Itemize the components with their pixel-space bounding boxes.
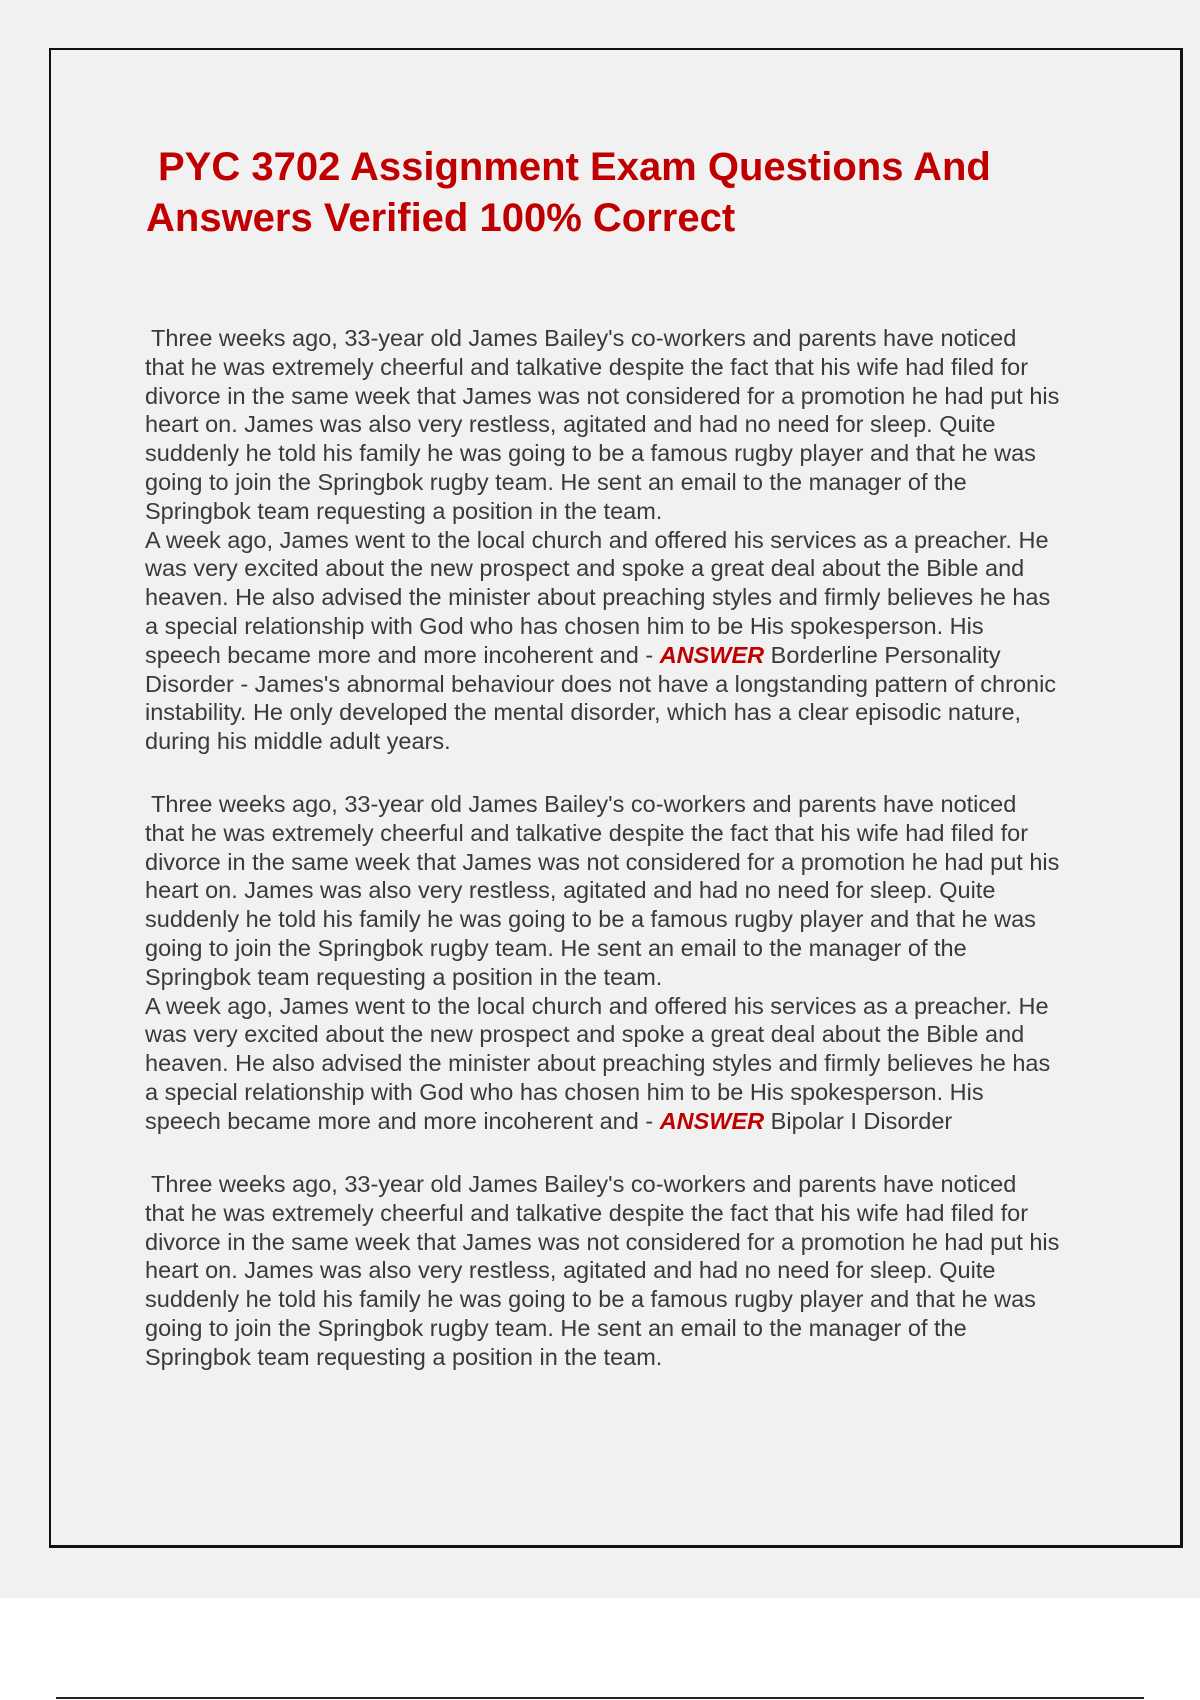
question-line: Three weeks ago, 33-year old James Bailey's co-workers and parents have noticed xyxy=(151,791,1017,817)
question-line: divorce in the same week that James was not considered for a promotion he had put his xyxy=(145,1228,1060,1255)
question-line: heart on. James was also very restless, agitated and had no need for sleep. Quite xyxy=(145,877,996,904)
question-line: A week ago, James went to the local church and offered his services as a preacher. He xyxy=(145,992,1049,1019)
question-line: that he was extremely cheerful and talkative despite the fact that his wife had filed for xyxy=(145,1199,1029,1226)
question-tail: speech became more and more incoherent and - xyxy=(145,641,660,668)
question-line: suddenly he told his family he was going to be a famous rugby player and that he was xyxy=(145,440,1036,467)
answer-label: ANSWER xyxy=(659,1107,765,1134)
answer-line: during his middle adult years. xyxy=(145,728,451,755)
question-line: going to join the Springbok rugby team. He sent an email to the manager of the xyxy=(145,1314,967,1341)
answer-text: Bipolar I Disorder xyxy=(764,1107,953,1134)
question-line: Three weeks ago, 33-year old James Bailey's co-workers and parents have noticed xyxy=(151,1171,1017,1197)
footer-divider xyxy=(56,1697,1144,1699)
question-line: that he was extremely cheerful and talkative despite the fact that his wife had filed for xyxy=(145,819,1029,846)
question-line: going to join the Springbok rugby team. He sent an email to the manager of the xyxy=(145,468,967,495)
question-line: was very excited about the new prospect and spoke a great deal about the Bible and xyxy=(145,1021,1025,1048)
question-line: Springbok team requesting a position in the team. xyxy=(145,497,663,524)
question-line: heart on. James was also very restless, agitated and had no need for sleep. Quite xyxy=(145,1257,996,1284)
question-line: heaven. He also advised the minister about preaching styles and firmly believes he has xyxy=(145,584,1051,611)
question-line: Three weeks ago, 33-year old James Bailey's co-workers and parents have noticed xyxy=(151,325,1017,351)
question-line: Springbok team requesting a position in the team. xyxy=(145,1343,663,1370)
question-tail: speech became more and more incoherent and - xyxy=(145,1107,660,1134)
question-line: a special relationship with God who has chosen him to be His spokesperson. His xyxy=(145,612,984,639)
answer-line: instability. He only developed the mental disorder, which has a clear episodic nature, xyxy=(145,699,1022,726)
qa-item xyxy=(145,324,1095,756)
question-line: that he was extremely cheerful and talkative despite the fact that his wife had filed for xyxy=(145,353,1029,380)
answer-line: Disorder - James's abnormal behaviour does not have a longstanding pattern of chronic xyxy=(145,670,1057,697)
question-line: was very excited about the new prospect and spoke a great deal about the Bible and xyxy=(145,555,1025,582)
question-line: divorce in the same week that James was not considered for a promotion he had put his xyxy=(145,382,1060,409)
question-line: heaven. He also advised the minister about preaching styles and firmly believes he has xyxy=(145,1050,1051,1077)
question-line: suddenly he told his family he was going to be a famous rugby player and that he was xyxy=(145,906,1036,933)
question-line: suddenly he told his family he was going to be a famous rugby player and that he was xyxy=(145,1286,1036,1313)
question-line: divorce in the same week that James was not considered for a promotion he had put his xyxy=(145,848,1060,875)
question-line: going to join the Springbok rugby team. He sent an email to the manager of the xyxy=(145,934,967,961)
title-line: PYC 3702 Assignment Exam Questions And xyxy=(158,145,991,189)
title-line: Answers Verified 100% Correct xyxy=(146,196,736,240)
document-title xyxy=(146,142,1096,244)
question-answer-line xyxy=(145,641,1095,670)
question-line: heart on. James was also very restless, agitated and had no need for sleep. Quite xyxy=(145,411,996,438)
question-answer-line xyxy=(145,1107,1095,1136)
qa-item xyxy=(145,790,1095,1136)
answer-text: Borderline Personality xyxy=(764,641,1001,668)
qa-item xyxy=(145,1170,1095,1372)
answer-label: ANSWER xyxy=(659,641,765,668)
question-line: A week ago, James went to the local church and offered his services as a preacher. He xyxy=(145,526,1049,553)
question-line: Springbok team requesting a position in the team. xyxy=(145,963,663,990)
question-line: a special relationship with God who has chosen him to be His spokesperson. His xyxy=(145,1078,984,1105)
